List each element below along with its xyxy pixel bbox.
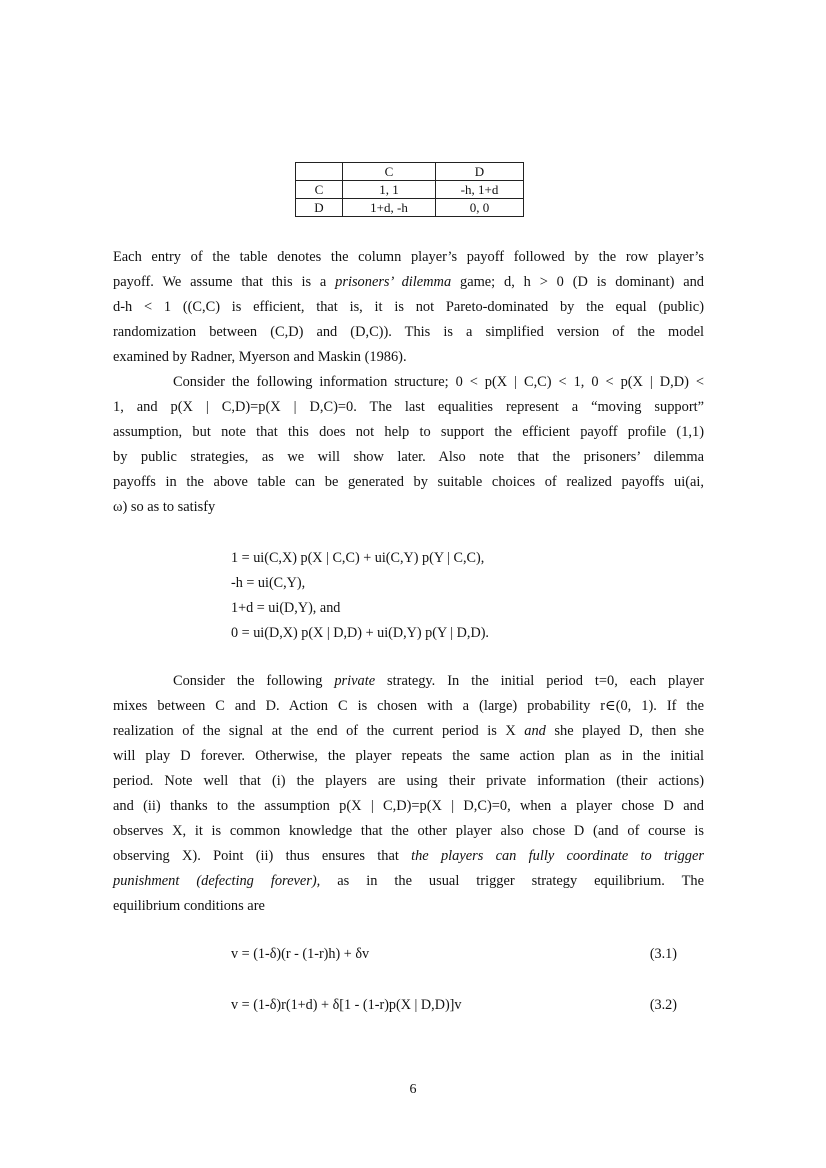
text-line: Each entry of the table denotes the column player’s payoff followed by the row player’s (113, 249, 704, 265)
equation: 0 = ui(D,X) p(X | D,D) + ui(D,Y) p(Y | D,D). (231, 625, 489, 641)
table-cell: 0, 0 (436, 199, 524, 217)
text-line: and (ii) thanks to the assumption p(X | C,D)=p(X | D,C)=0, when a player chose D and (113, 798, 704, 814)
table-cell: -h, 1+d (436, 181, 524, 199)
text-line: observing X). Point (ii) thus ensures that the players can fully coordinate to trigger (113, 848, 704, 864)
text-line: Consider the following information structure; 0 < p(X | C,C) < 1, 0 < p(X | D,D) < (173, 374, 704, 390)
text-line: 1, and p(X | C,D)=p(X | D,C)=0. The last equalities represent a “moving support” (113, 399, 704, 415)
table-row (296, 163, 524, 181)
table-cell: C (343, 163, 436, 181)
text-line: observes X, it is common knowledge that the other player also chose D (and of course is (113, 823, 704, 839)
table-cell: 1+d, -h (343, 199, 436, 217)
text-line: by public strategies, as we will show later. Also note that the prisoners’ dilemma (113, 449, 704, 465)
text-line: mixes between C and D. Action C is chosen with a (large) probability r∈(0, 1). If the (113, 698, 704, 714)
text-line: realization of the signal at the end of the current period is X and she played D, then she (113, 723, 704, 739)
paragraph-private-strategy (113, 669, 704, 919)
table-cell: C (296, 181, 343, 199)
paragraph-information-structure (113, 370, 704, 520)
paragraph-table-explanation (113, 245, 704, 370)
text-line: period. Note well that (i) the players are using their private information (their actions) (113, 773, 704, 789)
equation-3-1 (231, 946, 677, 963)
table-row (296, 181, 524, 199)
table-cell: 1, 1 (343, 181, 436, 199)
text-line: ω) so as to satisfy (113, 499, 216, 515)
equation: 1+d = ui(D,Y), and (231, 600, 341, 616)
text-line: d-h < 1 ((C,C) is efficient, that is, it is not Pareto-dominated by the equal (public) (113, 299, 704, 315)
text-line: assumption, but note that this does not help to support the efficient payoff profile (1,1) (113, 424, 704, 440)
text-line: punishment (defecting forever), as in the usual trigger strategy equilibrium. The (113, 873, 704, 889)
equation: -h = ui(C,Y), (231, 575, 306, 591)
text-line: Consider the following private strategy. In the initial period t=0, each player (173, 673, 705, 689)
equation-3-2 (231, 997, 677, 1014)
text-line: payoff. We assume that this is a prisoners’ dilemma game; d, h > 0 (D is dominant) and (113, 274, 704, 290)
page-number: 6 (409, 1082, 417, 1097)
equation-block (231, 546, 489, 646)
table-cell: D (296, 199, 343, 217)
equation-number: (3.2) (649, 997, 677, 1013)
table-cell: D (436, 163, 524, 181)
text-line: equilibrium conditions are (113, 898, 265, 914)
equation: 1 = ui(C,X) p(X | C,C) + ui(C,Y) p(Y | C,C), (231, 550, 485, 566)
text-line: payoffs in the above table can be generated by suitable choices of realized payoffs ui(ai, (113, 474, 704, 490)
payoff-table (295, 162, 524, 217)
table-cell (296, 163, 343, 181)
equation-body: v = (1-δ)(r - (1-r)h) + δv (231, 946, 370, 962)
equation-body: v = (1-δ)r(1+d) + δ[1 - (1-r)p(X | D,D)]v (231, 997, 462, 1013)
text-line: examined by Radner, Myerson and Maskin (1986). (113, 349, 407, 365)
text-line: will play D forever. Otherwise, the player repeats the same action plan as in the initial (113, 748, 704, 764)
text-line: randomization between (C,D) and (D,C)). This is a simplified version of the model (113, 324, 704, 340)
table-row (296, 199, 524, 217)
equation-number: (3.1) (649, 946, 677, 962)
